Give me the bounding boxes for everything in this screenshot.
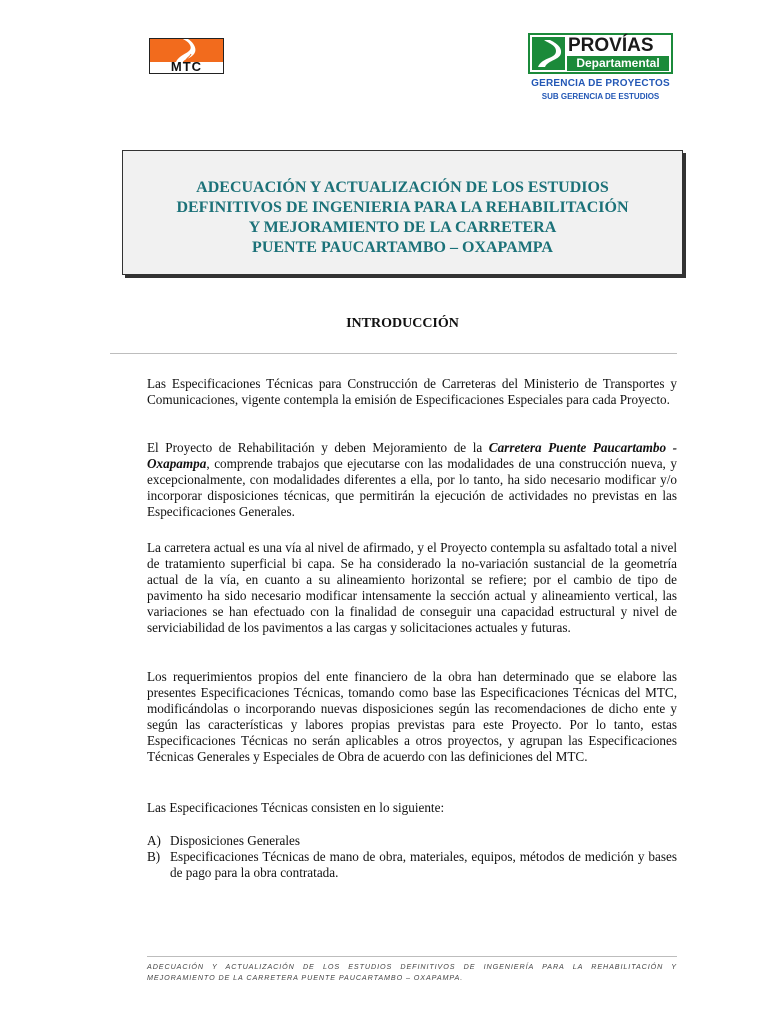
mtc-logo-text: MTC <box>170 59 203 74</box>
list-item <box>147 849 677 881</box>
footer-divider <box>147 956 677 957</box>
paragraph-4: Los requerimientos propios del ente financiero de la obra han determinado que se elabore las presentes Especificaciones Técnicas, tomando como base las Especificaciones Técnicas del MTC, modificándolas o incorporando nuevas disposiciones según las recomendaciones de dicho ente y según las características y labores propias previstas para este Proyecto. Por lo tanto, estas Especificaciones Técnicas no serán aplicables a otros proyectos, y agrupan las Especificaciones Técnicas Generales y Especiales de Obra de acuerdo con las definiciones del MTC. <box>147 669 677 764</box>
title-line: ADECUACIÓN Y ACTUALIZACIÓN DE LOS ESTUDIOS <box>196 179 609 196</box>
provias-logo <box>528 33 673 74</box>
paragraph-2-end: , comprende trabajos que ejecutarse con las modalidades de una construcción nueva, y excepcionalmente, con modalidades diferentes a ella, por lo tanto, ha sido necesario modificar y/o incorporar disposiciones técnicas, que permitirán la ejecución de actividades no previstas en las Especificaciones Generales. <box>147 456 677 519</box>
list-item-text: Especificaciones Técnicas de mano de obra, materiales, equipos, métodos de medición y bases de pago para la obra contratada. <box>170 849 677 880</box>
mtc-logo <box>149 38 224 74</box>
subgerencia-label: SUB GERENCIA DE ESTUDIOS <box>541 92 660 101</box>
list-marker: B) <box>147 849 161 864</box>
title-line: Y MEJORAMIENTO DE LA CARRETERA <box>248 219 557 236</box>
paragraph-5: Las Especificaciones Técnicas consisten en lo siguiente: <box>147 800 445 815</box>
page-footer: ADECUACIÓN Y ACTUALIZACIÓN DE LOS ESTUDIOS DEFINITIVOS DE INGENIERÍA PARA LA REHABILITACIÓN Y MEJORAMIENTO DE LA CARRETERA PUENTE PAUCARTAMBO – OXAPAMPA. <box>147 962 677 982</box>
list-item-text: Disposiciones Generales <box>170 833 301 848</box>
divider <box>110 353 677 354</box>
list-item <box>147 833 677 849</box>
title-line: DEFINITIVOS DE INGENIERIA PARA LA REHABILITACIÓN <box>176 199 629 216</box>
title-line: PUENTE PAUCARTAMBO – OXAPAMPA <box>252 239 553 256</box>
paragraph-2-start: El Proyecto de Rehabilitación y deben Mejoramiento de la <box>147 440 489 455</box>
paragraph-1: Las Especificaciones Técnicas para Construcción de Carreteras del Ministerio de Transportes y Comunicaciones, vigente contempla la emisión de Especificaciones Especiales para cada Proyecto. <box>147 376 677 407</box>
provias-subtitle: Departamental <box>567 56 669 71</box>
gerencia-label: GERENCIA DE PROYECTOS <box>531 78 670 89</box>
paragraph-3: La carretera actual es una vía al nivel de afirmado, y el Proyecto contempla su asfaltado total a nivel de tratamiento superficial bi capa. Se ha considerado la no-variación sustancial de la geometría actual de la vía, en cuanto a su alineamiento horizontal se refiere; por el cambio de tipo de pavimento ha sido necesario modificar intensamente la sección actual y alineamiento vertical, las variaciones se han efectuado con la finalidad de conseguir una capacidad estructural y nivel de serviciabilidad de los pavimentos a las cargas y solicitaciones actuales y futuras. <box>147 540 677 635</box>
provias-name: PROVÍAS <box>568 35 654 56</box>
section-heading: INTRODUCCIÓN <box>346 316 459 331</box>
title-box <box>122 150 683 275</box>
spec-list <box>147 833 677 881</box>
provias-road-icon <box>532 37 565 70</box>
list-marker: A) <box>147 833 161 848</box>
project-name: Carretera Puente Paucartambo - Oxapampa <box>147 440 677 471</box>
paragraph-2 <box>147 440 677 520</box>
